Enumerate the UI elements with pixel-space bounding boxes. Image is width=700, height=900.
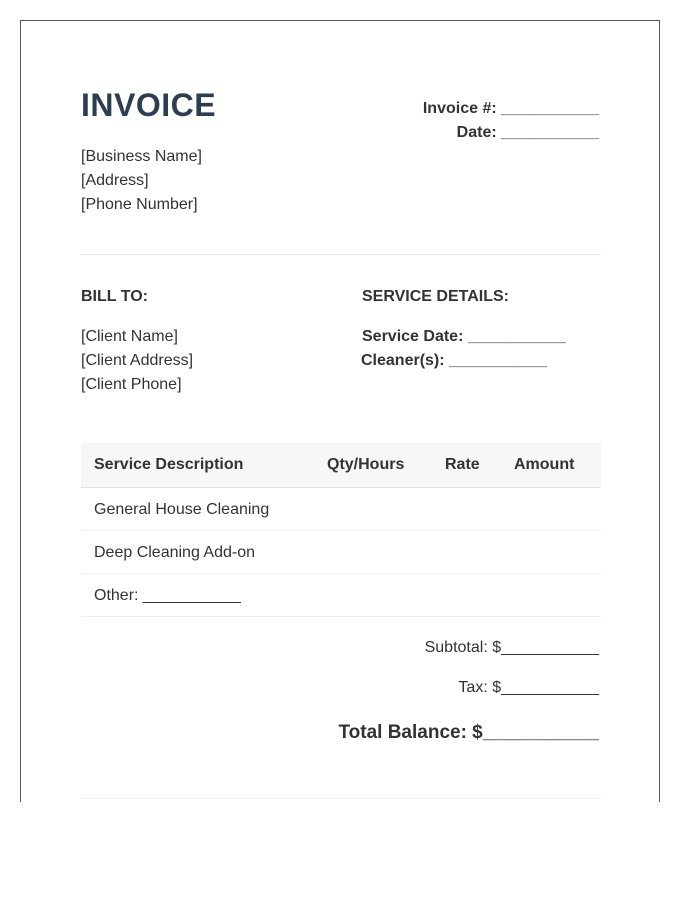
header-divider	[81, 254, 601, 255]
header-service-description: Service Description	[94, 456, 244, 473]
row-description: General House Cleaning	[94, 501, 270, 518]
row-description: Other: ___________	[94, 587, 241, 604]
header-qty-hours: Qty/Hours	[327, 456, 405, 473]
invoice-number-field: Invoice #: ___________	[422, 100, 599, 117]
subtotal-field: Subtotal: $___________	[424, 639, 599, 656]
row-description: Deep Cleaning Add-on	[94, 544, 256, 561]
services-table	[81, 443, 601, 617]
business-name: [Business Name]	[81, 148, 202, 165]
client-phone: [Client Phone]	[81, 376, 182, 393]
table-row	[81, 531, 601, 574]
tax-field: Tax: $___________	[458, 679, 599, 696]
service-date-field: Service Date: ___________	[362, 328, 566, 345]
table-row	[81, 488, 601, 531]
invoice-title: INVOICE	[81, 87, 217, 123]
header-amount: Amount	[514, 456, 575, 473]
table-row	[81, 574, 601, 617]
invoice-sheet	[20, 20, 660, 802]
invoice-date-field: Date: ___________	[456, 124, 599, 141]
bill-to-heading: BILL TO:	[81, 288, 148, 305]
client-address: [Client Address]	[81, 352, 194, 369]
business-phone: [Phone Number]	[81, 196, 198, 213]
client-name: [Client Name]	[81, 328, 178, 345]
header-rate: Rate	[445, 456, 480, 473]
total-balance-field: Total Balance: $___________	[338, 722, 599, 743]
table-header	[81, 443, 601, 488]
footer-divider	[81, 798, 601, 799]
cleaners-field: Cleaner(s): ___________	[361, 352, 547, 369]
business-address: [Address]	[81, 172, 149, 189]
service-details-heading: SERVICE DETAILS:	[362, 288, 509, 305]
